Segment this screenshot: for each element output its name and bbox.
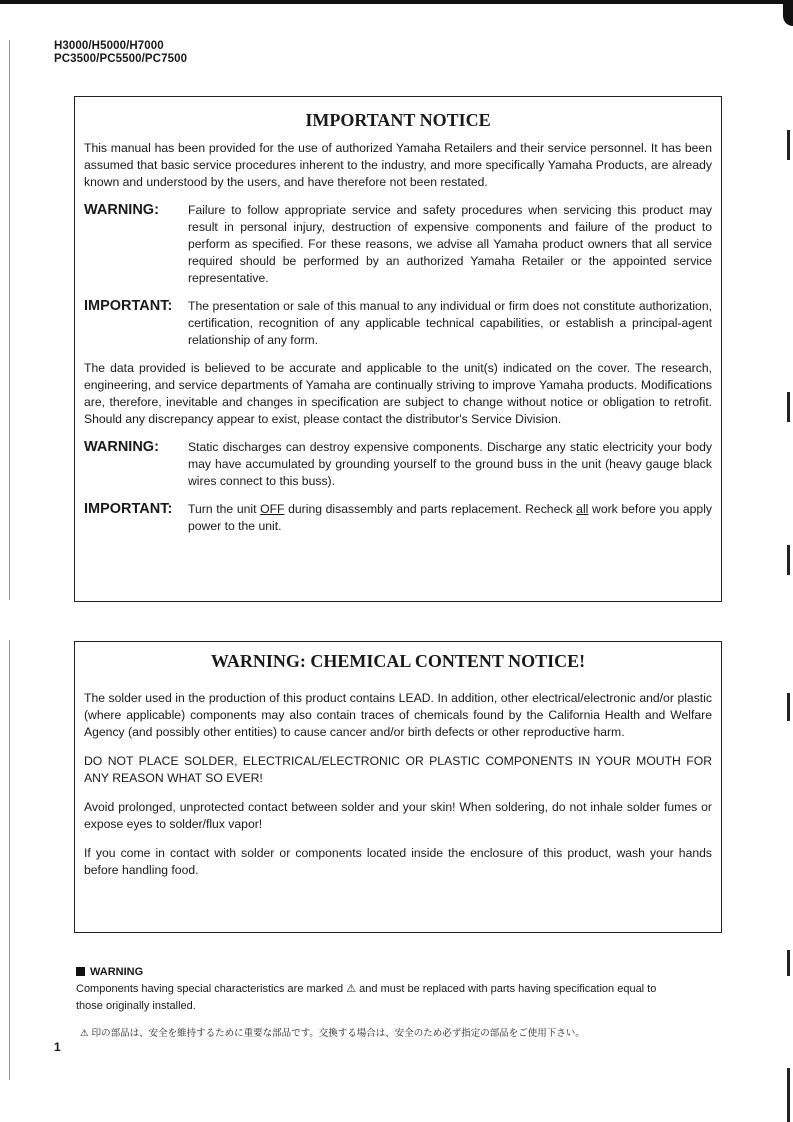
scan-edge-right (787, 950, 790, 976)
text-segment: work before you apply power to the unit. (188, 502, 712, 533)
chemical-paragraph-3: Avoid prolonged, unprotected contact between solder and your skin! When soldering, do not inhale solder fumes or expose eyes to solder/flux vapor! (84, 800, 712, 831)
warning-label: WARNING: (84, 202, 159, 218)
scan-edge-left (9, 40, 10, 600)
bottom-warning (76, 964, 666, 1015)
page-number: 1 (54, 1040, 61, 1054)
important-item-1 (84, 298, 712, 349)
warning-item-1 (84, 202, 712, 287)
text-segment: and must be replaced with parts having specification equal to those originally installed. (76, 983, 657, 1012)
bottom-warning-heading (76, 964, 666, 981)
chemical-paragraph-1: The solder used in the production of this product contains LEAD. In addition, other electrical/electronic and/or plastic (where applicable) components may also contain traces of chemicals found by the California Health and Welfare Agency (and possibly other entities) to cause cancer and/or birth defects or other reproductive harm. (84, 691, 712, 739)
warning-text: Static discharges can destroy expensive components. Discharge any static electricity your body may have accumulated by grounding yourself to the ground buss in the unit (heavy gauge black wires connect to this buss). (188, 440, 712, 488)
warning-triangle-icon: ⚠ (346, 983, 357, 995)
chemical-paragraph-2: DO NOT PLACE SOLDER, ELECTRICAL/ELECTRONIC OR PLASTIC COMPONENTS IN YOUR MOUTH FOR ANY REASON WHAT SO EVER! (84, 754, 712, 785)
warning-text: Failure to follow appropriate service and safety procedures when servicing this product may result in personal injury, destruction of expensive components and failure of the product to perform as specified. For these reasons, we advise all Yamaha product owners that all service required should be performed by an authorized Yamaha Retailer or the appointed service representative. (188, 203, 712, 285)
scan-edge-top (0, 0, 785, 4)
chemical-notice-box (74, 641, 722, 933)
scan-corner (783, 0, 793, 26)
text-segment: during disassembly and parts replacement. Recheck (284, 502, 577, 516)
text-segment: Components having special characteristics are marked (76, 983, 347, 995)
warning-item-2 (84, 439, 712, 490)
warning-triangle-icon: ⚠ (80, 1028, 89, 1039)
japanese-warning (80, 1025, 585, 1039)
model-line-2: PC3500/PC5500/PC7500 (54, 53, 188, 65)
off-emphasis: OFF (260, 502, 285, 516)
text-segment: Turn the unit (188, 502, 261, 516)
chemical-notice-title: WARNING: CHEMICAL CONTENT NOTICE! (210, 651, 586, 671)
data-paragraph: The data provided is believed to be accurate and applicable to the unit(s) indicated on the cover. The research, engineering, and service departments of Yamaha are continually striving to improve Yamaha products. Modifications are, therefore, inevitable and changes in specification are subject to change without notice or obligation to retrofit. Should any discrepancy appear to exist, please contact the distributor's Service Division. (84, 361, 712, 426)
scan-edge-right (787, 693, 790, 721)
important-text (188, 501, 712, 535)
important-label: IMPORTANT: (84, 501, 173, 517)
japanese-warning-text: 印の部品は、安全を維持するために重要な部品です。交換する場合は、安全のため必ず指定の部品をご使用下さい。 (91, 1028, 585, 1039)
important-item-2 (84, 501, 712, 535)
important-notice-box (74, 96, 722, 602)
important-text: The presentation or sale of this manual to any individual or firm does not constitute authorization, certification, recognition of any applicable technical capabilities, or establish a principal-agent relationship of any form. (188, 299, 712, 347)
scan-edge-right (787, 130, 790, 160)
scan-edge-right (787, 1068, 790, 1122)
chemical-paragraph-4: If you come in contact with solder or components located inside the enclosure of this product, wash your hands before handling food. (84, 846, 712, 877)
warning-label: WARNING: (84, 439, 159, 455)
square-bullet-icon (76, 967, 85, 976)
bottom-warning-text (76, 981, 666, 1015)
scan-edge-right (787, 392, 790, 422)
scan-edge-left (9, 640, 10, 1080)
model-numbers (54, 40, 187, 66)
all-emphasis: all (576, 502, 589, 516)
model-line-1: H3000/H5000/H7000 (54, 40, 164, 52)
intro-paragraph: This manual has been provided for the use of authorized Yamaha Retailers and their service personnel. It has been assumed that basic service procedures inherent to the industry, and more specifically Yamaha Products, are already known and understood by the users, and have therefore not been restated. (84, 141, 712, 189)
important-notice-title: IMPORTANT NOTICE (305, 110, 491, 130)
scan-edge-right (787, 545, 790, 575)
warning-heading-text: WARNING (90, 966, 144, 978)
important-label: IMPORTANT: (84, 298, 173, 314)
